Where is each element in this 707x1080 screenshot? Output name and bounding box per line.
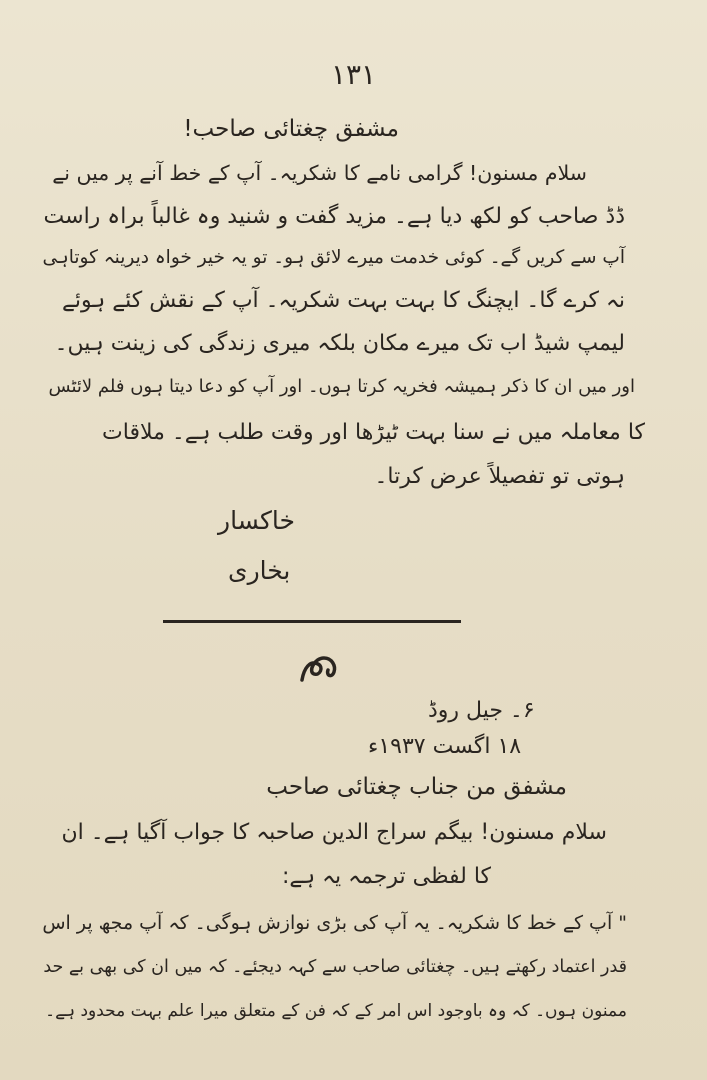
letter-2-salutation: مشفق من جناب چغتائی صاحب: [266, 774, 567, 800]
letter-1-salutation: مشفق چغتائی صاحب!: [183, 116, 399, 142]
address: ۶۔ جیل روڈ: [428, 698, 535, 723]
letter-1-line: ڈڈ صاحب کو لکھ دیا ہے۔ مزید گفت و شنید وہ غالباً براہ راست: [43, 204, 625, 229]
letter-1-line: آپ سے کریں گے۔ کوئی خدمت میرے لائق ہو۔ تو یہ خیر خواہ دیرینہ کوتاہی: [42, 247, 625, 268]
page-number: ۱۳۱: [330, 58, 377, 91]
letter-1-line: اور میں ان کا ذکر ہمیشہ فخریہ کرتا ہوں۔ اور آپ کو دعا دیتا ہوں فلم لائٹس: [48, 376, 635, 397]
letter-2-line: " آپ کے خط کا شکریہ۔ یہ آپ کی بڑی نوازش ہوگی۔ کہ آپ مجھ پر اس: [42, 912, 627, 934]
letter-date: ۱۸ اگست ۱۹۳۷ء: [368, 734, 522, 759]
letter-1-line: لیمپ شیڈ اب تک میرے مکان بلکہ میری زندگی کی زینت ہیں۔: [54, 331, 625, 356]
letter-1-line: سلام مسنون! گرامی نامے کا شکریہ۔ آپ کے خط آنے پر میں نے: [52, 161, 587, 185]
letter-2-line: ممنون ہوں۔ کہ وہ باوجود اس امر کے کہ فن کے متعلق میرا علم بہت محدود ہے۔: [45, 1001, 627, 1021]
letter-2-line: سلام مسنون! بیگم سراج الدین صاحبہ کا جواب آگیا ہے۔ ان: [61, 820, 607, 845]
closing: خاکسار: [218, 506, 295, 535]
letter-1-line: کا معاملہ میں نے سنا بہت ٹیڑھا اور وقت طلب ہے۔ ملاقات: [102, 420, 645, 445]
letter-1-line: ہوتی تو تفصیلاً عرض کرتا۔: [374, 464, 625, 489]
signature: بخاری: [228, 556, 291, 585]
letter-2-line: کا لفظی ترجمہ یہ ہے:: [281, 864, 491, 889]
letter-1-line: نہ کرے گا۔ ایچنگ کا بہت بہت شکریہ۔ آپ کے نقش کئے ہوئے: [61, 288, 625, 313]
letter-2-line: قدر اعتماد رکھتے ہیں۔ چغتائی صاحب سے کہہ دیجئے۔ کہ میں ان کی بھی بے حد: [43, 957, 627, 977]
